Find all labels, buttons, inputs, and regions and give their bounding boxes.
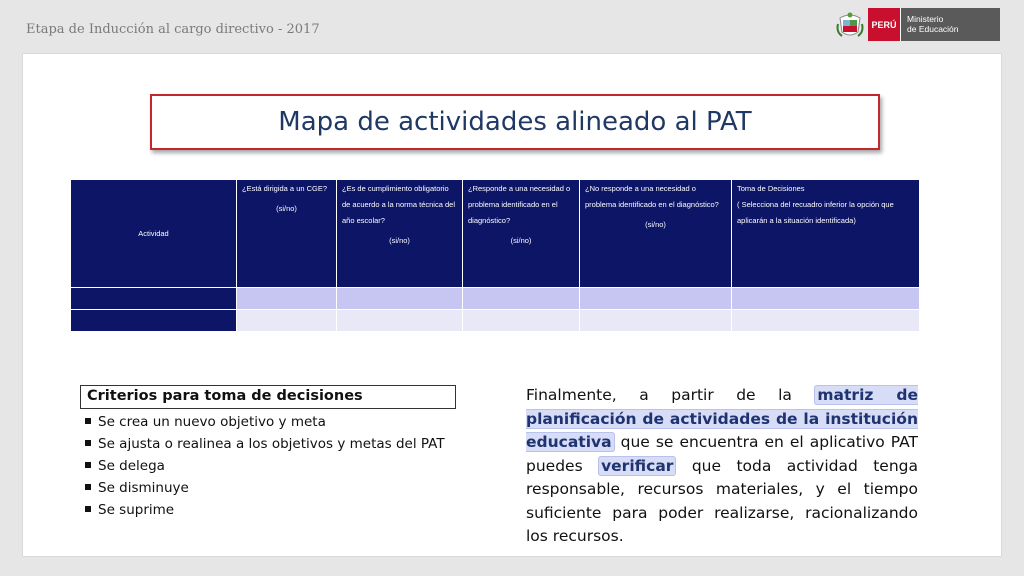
criteria-item-label: Se disminuye [98, 480, 189, 496]
square-bullet-icon [85, 462, 91, 468]
criteria-item-label: Se delega [98, 458, 165, 474]
table-row [71, 288, 920, 310]
square-bullet-icon [85, 440, 91, 446]
criteria-item-label: Se ajusta o realinea a los objetivos y metas del PAT [98, 436, 445, 452]
table-row [71, 310, 920, 332]
criteria-item-label: Se crea un nuevo objetivo y meta [98, 414, 326, 430]
table-cell[interactable] [580, 288, 732, 310]
header-cge-sino: (si/no) [276, 204, 297, 213]
table-header-row [71, 180, 920, 288]
header-title: Etapa de Inducción al cargo directivo - 2017 [26, 22, 320, 37]
table-cell[interactable] [71, 310, 237, 332]
paragraph-part1: Finalmente, a partir de la [526, 386, 815, 404]
header-actividad: Actividad [71, 180, 237, 288]
slide-title: Mapa de actividades alineado al PAT [278, 107, 752, 137]
header-toma-decisiones-text: ( Selecciona del recuadro inferior la opción que aplicarán a la situación identificada) [737, 200, 894, 225]
header-toma-decisiones [732, 180, 920, 288]
list-item [83, 477, 445, 499]
header-cge-text: ¿Está dirigida a un CGE? [242, 184, 328, 193]
header-no-responde-text: ¿No responde a una necesidad o problema identificado en el diagnóstico? [585, 184, 719, 209]
logo-ministry-line1: Ministerio [907, 14, 944, 24]
list-item [83, 499, 445, 521]
list-item [83, 433, 445, 455]
table-cell[interactable] [732, 288, 920, 310]
header-responde-text: ¿Responde a una necesidad o problema identificado en el diagnóstico? [468, 184, 571, 225]
list-item [83, 411, 445, 433]
highlight-matriz: matriz de planificación de actividades de la institución educativa [526, 386, 918, 451]
header-obligatorio-sino: (si/no) [389, 236, 410, 245]
header-toma-decisiones-title: Toma de Decisiones [737, 184, 805, 193]
table-cell[interactable] [463, 310, 580, 332]
table-cell[interactable] [463, 288, 580, 310]
header-responde [463, 180, 580, 288]
table-cell[interactable] [237, 310, 337, 332]
list-item [83, 455, 445, 477]
ministry-logo [868, 8, 1000, 41]
slide-title-box [150, 94, 880, 150]
square-bullet-icon [85, 418, 91, 424]
table-cell[interactable] [337, 288, 463, 310]
criteria-list [83, 411, 445, 521]
header-no-responde-sino: (si/no) [645, 220, 666, 229]
highlight-verificar: verificar [598, 456, 676, 476]
table-cell[interactable] [732, 310, 920, 332]
conclusion-paragraph [526, 384, 918, 549]
table-cell[interactable] [71, 288, 237, 310]
table-cell[interactable] [237, 288, 337, 310]
header-no-responde [580, 180, 732, 288]
activities-matrix-table [70, 179, 920, 332]
header-obligatorio-text: ¿Es de cumplimiento obligatorio de acuerdo a la norma técnica del año escolar? [342, 184, 455, 225]
square-bullet-icon [85, 484, 91, 490]
header-obligatorio [337, 180, 463, 288]
header-responde-sino: (si/no) [510, 236, 532, 245]
slide-content [22, 53, 1002, 557]
paragraph-part3: que toda actividad tenga responsable, recursos materiales, y el tiempo suficiente para poder realizarse, racionalizando los recursos. [526, 456, 918, 545]
table-cell[interactable] [580, 310, 732, 332]
criteria-item-label: Se suprime [98, 502, 175, 518]
criteria-title: Criterios para toma de decisiones [80, 385, 456, 409]
logo-peru-label: PERÚ [868, 8, 900, 41]
square-bullet-icon [85, 506, 91, 512]
logo-ministry-line2: de Educación [907, 24, 959, 34]
coat-of-arms-icon [836, 10, 864, 40]
paragraph-part2: que se encuentra en el aplicativo PAT puedes [526, 433, 918, 475]
logo-ministry-label [900, 8, 959, 41]
header-cge [237, 180, 337, 288]
table-cell[interactable] [337, 310, 463, 332]
